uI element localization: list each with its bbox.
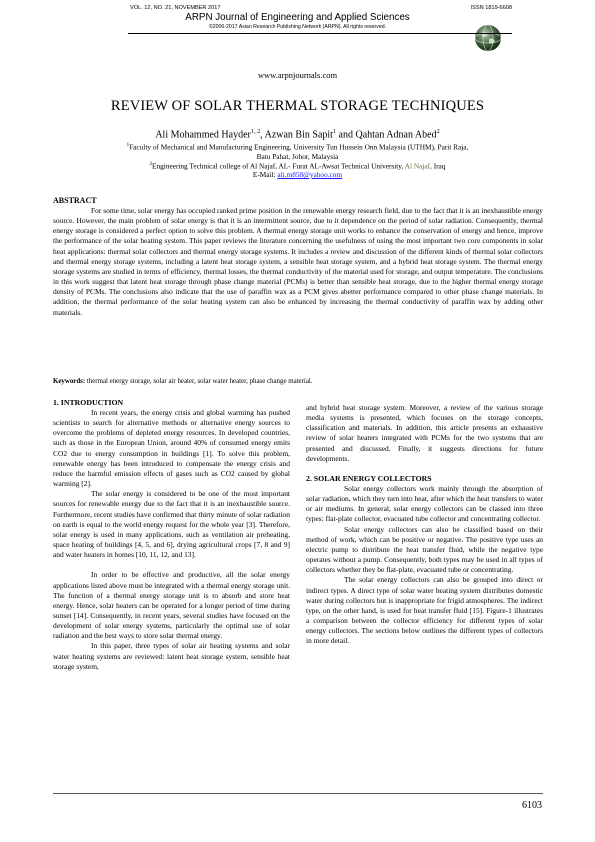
author-separator: , bbox=[260, 129, 265, 141]
footer-rule bbox=[53, 793, 543, 794]
header-rule bbox=[128, 33, 512, 34]
paragraph: The solar energy collectors can also be grouped into direct or indirect types. A direct type of solar water heating system distributes domestic water during collectors but is inappropriate for frigid atmospheres. The indirect type, on the other hand, is used for heat transfer fluid [15]. Figure-1 illustrates a comparison between the collector efficiency for different types of solar energy collectors. The sections below outlines the different types of collectors in more detail. bbox=[306, 575, 543, 646]
paragraph: and hybrid heat storage system. Moreover, a review of the various storage media systems is presented, which focuses on the storage concepts, classification and materials. In addition, this article presents an exhaustive review of solar heaters integrated with PCMs for the two systems that are presented and discussed. Finally, it suggests directions for future developments. bbox=[306, 403, 543, 463]
abstract-heading: ABSTRACT bbox=[53, 196, 97, 205]
paragraph-gap bbox=[53, 560, 290, 570]
journal-website[interactable]: www.arpnjournals.com bbox=[257, 70, 338, 80]
abstract-text: For some time, solar energy has occupied ranked prime position in the renewable energy research field, due to the fact that it is an inexhaustible energy source. However, the main problem of solar energy is that it is an intermittent source, due to it dependence on the period of solar radiation. Consequently, thermal energy storage is considered a perfect option to solve this problem. A thermal energy storage unit works to enhance the conservation of energy and hence, improve the performance of the solar heating system. This paper reviews the literature concerning the usefulness of using the most important two core components in solar heat applications: thermal solar collectors and thermal energy storage systems. It includes a review and discussion of the different kinds of thermal solar collectors and thermal energy storage systems, including a latent heat storage system, a sensible heat storage system, and a hybrid heat storage system. The thermal energy storage systems are studied in terms of efficiency, thermal losses, the thermal conductivity of the material used for storage, and output temperature. The conclusions in this work suggest that latent heat storage through phase change material (PCMs) is better than sensible heat storage, due to the higher thermal energy storage density of PCMs. The conclusions also indicate that the use of paraffin wax as a PCM gives abetter performance compared to other phase change materials. In addition, the thermal performance of the solar heating system can also be enhanced by increasing the thermal conductivity of paraffin wax by adding other materials. bbox=[53, 206, 543, 317]
email-label: E-Mail: bbox=[252, 170, 278, 179]
author-affiliation-marker: 2 bbox=[436, 128, 440, 135]
affiliation-text: Engineering Technical college of Al Najaf, AL- Furat AL-Awsat Technical University, bbox=[152, 161, 405, 171]
affiliation-text: , Iraq bbox=[430, 161, 446, 171]
keywords-text: thermal energy storage, solar air heater, solar water heater, phase change material. bbox=[85, 378, 313, 385]
paragraph: In this paper, three types of solar air heating systems and solar water heating systems are reviewed: latent heat storage system, sensible heat storage system, bbox=[53, 641, 290, 671]
paragraph: In order to be effective and productive, all the solar energy applications listed above must be integrated with a thermal energy storage unit. The function of a thermal energy storage unit is to absorb and store heat energy. Hence, solar heaters can be operated for a longer period of time during sunset [14]. Consequently, in recent years, several studies have focused on the development of solar energy systems, particularly the optimal use of solar radiation and the best ways to store solar thermal energy. bbox=[53, 570, 290, 641]
affiliation-marker: 2 bbox=[149, 162, 153, 167]
page-number: 6103 bbox=[522, 800, 542, 811]
keywords-label: Keywords: bbox=[53, 378, 86, 385]
paragraph: The solar energy is considered to be one of the most important sources for renewable energy due to the fact that it is an inexhaustible source. Furthermore, recent studies have confirmed that thirty minute of solar radiation on earth is equal to the world energy request for the whole year [3]. Therefore, solar energy is used in many applications, such as ventilation air preheating, space heating of buildings [4, 5, and 6], drying agricultural crops [7, 8 and 9] and water heaters in homes [10, 11, 12, and 13]. bbox=[53, 489, 290, 560]
author-name: Qahtan Adnan Abed bbox=[355, 129, 437, 141]
author-name: Azwan Bin Sapit bbox=[264, 129, 333, 141]
paper-title: REVIEW OF SOLAR THERMAL STORAGE TECHNIQUES bbox=[110, 98, 485, 114]
right-column bbox=[306, 403, 543, 646]
journal-title: ARPN Journal of Engineering and Applied Sciences bbox=[185, 12, 410, 23]
journal-copyright: ©2006-2017 Asian Research Publishing Network (ARPN). All rights reserved. bbox=[208, 24, 387, 30]
affiliation-city: Al Najaf bbox=[404, 161, 431, 171]
author-affiliation-marker: 1 bbox=[332, 128, 337, 135]
paragraph: Solar energy collectors work mainly through the absorption of solar radiation, which they turn into heat, after which the heat transfers to water or air mediums. In general, solar energy collectors can be classed into three types: flat-plate collector, evacuated tube collector and concentrating collector. bbox=[306, 483, 543, 524]
volume-info: VOL. 12, NO. 21, NOVEMBER 2017 bbox=[130, 5, 221, 11]
author-separator: and bbox=[336, 129, 356, 141]
author-list bbox=[0, 128, 595, 140]
author-name: Ali Mohammed Hayder bbox=[155, 129, 251, 141]
affiliation-text: Batu Pahat, Johor, Malaysia bbox=[256, 151, 339, 161]
section-heading: 2. SOLAR ENERGY COLLECTORS bbox=[306, 473, 432, 483]
author-affiliation-marker: 1, 2 bbox=[250, 128, 261, 135]
section-heading: 1. INTRODUCTION bbox=[53, 398, 124, 407]
affiliation-1 bbox=[40, 141, 555, 161]
paragraph: Solar energy collectors can also be classified based on their method of work, which can be positive or negative. The positive type uses an electric pump to distribute the heat transfer fluid, while the negative type operates without a pump. Consequently, both types may be used in all types of collectors whether they be flat-plate, evacuated tube or concentrating. bbox=[306, 524, 543, 575]
email-link[interactable]: ali.m858@yahoo.com bbox=[277, 170, 343, 179]
left-column bbox=[53, 398, 290, 672]
journal-globe-logo-icon bbox=[474, 24, 502, 52]
issn: ISSN 1819-6608 bbox=[470, 5, 512, 11]
contact-email bbox=[40, 170, 555, 180]
paragraph: In recent years, the energy crisis and global warming has pushed scientists to search for alternative methods or alternative energy sources to overcome the problems of depleted energy resources. In developed countries, such as those in the European Union, around 40% of consumed energy emits CO2 due to energy consumption in buildings [1]. To solve this problem, renewable energy has been introduced to compensate the energy crisis and reduce the harmful emission effects of gases such as CO2 caused by global warming [2]. bbox=[53, 408, 290, 489]
affiliation-marker: 1 bbox=[126, 143, 130, 148]
affiliation-text: Faculty of Mechanical and Manufacturing Engineering, University Tun Hussein Onn Malaysia (UTHM), Parit Raja, bbox=[129, 142, 469, 152]
keywords bbox=[53, 378, 313, 385]
paragraph-gap bbox=[306, 464, 543, 474]
